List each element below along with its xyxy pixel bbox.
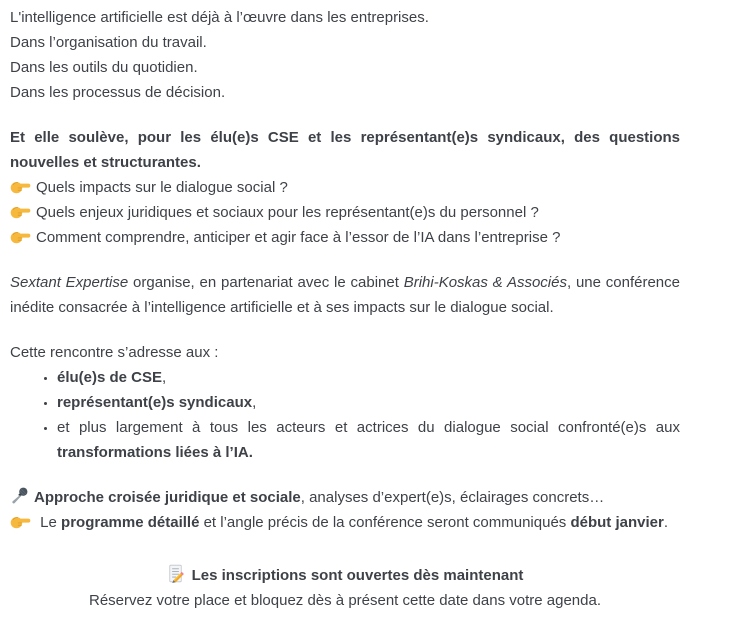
audience-item-bold: transformations liées à l’IA. [57,444,253,461]
audience-item [57,390,680,415]
intro-line-1: L'intelligence artificielle est déjà à l’œuvre dans les entreprises. [10,9,429,26]
audience-item-pre: et plus largement à tous les acteurs et actrices du dialogue social confronté(e)s aux [57,419,680,436]
intro-line-2: Dans l’organisation du travail. [10,34,207,51]
question-text: Comment comprendre, anticiper et agir face à l’essor de l’IA dans l’entreprise ? [36,229,561,246]
registration-heading: Les inscriptions sont ouvertes dès maintenant [191,567,524,584]
approach-line [10,485,680,510]
registration-subtext: Réservez votre place et bloquez dès à présent cette date dans votre agenda. [89,592,601,609]
question-item [10,225,680,250]
approach-rest: , analyses d’expert(e)s, éclairages concrets… [300,489,605,506]
pointing-finger-icon [10,514,31,529]
partner-name: Brihi-Koskas & Associés [403,274,567,291]
question-item [10,175,680,200]
audience-item-bold: représentant(e)s syndicaux [57,394,253,411]
audience-item [57,365,680,390]
memo-icon [167,564,186,583]
pointing-finger-icon [10,204,31,219]
question-text: Quels enjeux juridiques et sociaux pour les représentant(e)s du personnel ? [36,204,539,221]
pointing-finger-icon [10,229,31,244]
organizer-name: Sextant Expertise [10,274,129,291]
registration-heading-line [10,563,680,588]
intro-paragraph [10,5,680,105]
intro-line-3: Dans les outils du quotidien. [10,59,198,76]
audience-intro: Cette rencontre s’adresse aux : [10,344,219,361]
intro-line-4: Dans les processus de décision. [10,84,226,101]
programme-bold-2: début janvier [570,514,664,531]
programme-end: . [663,514,668,531]
audience-item-rest: , [252,394,257,411]
question-item [10,200,680,225]
audience-item-rest: , [162,369,167,386]
approach-bold: Approche croisée juridique et sociale [34,489,301,506]
programme-line [10,510,680,535]
programme-pre: Le [36,514,62,531]
newsletter-body [10,0,680,613]
programme-mid: et l’angle précis de la conférence seront communiqués [199,514,571,531]
conference-announcement [10,270,680,320]
pointing-finger-icon [10,179,31,194]
audience-list [10,365,680,465]
announcement-mid: organise, en partenariat avec le cabinet [128,274,404,291]
audience-item [57,415,680,465]
announcement-rest: , une conférence inédite consacrée à l’intelligence artificielle et à ses impacts sur le dialogue social. [10,274,680,316]
microphone-icon [10,486,29,505]
questions-heading: Et elle soulève, pour les élu(e)s CSE et les représentant(e)s syndicaux, des questions nouvelles et structurantes. [10,129,680,171]
question-text: Quels impacts sur le dialogue social ? [36,179,288,196]
audience-item-bold: élu(e)s de CSE [57,369,163,386]
programme-bold-1: programme détaillé [61,514,200,531]
